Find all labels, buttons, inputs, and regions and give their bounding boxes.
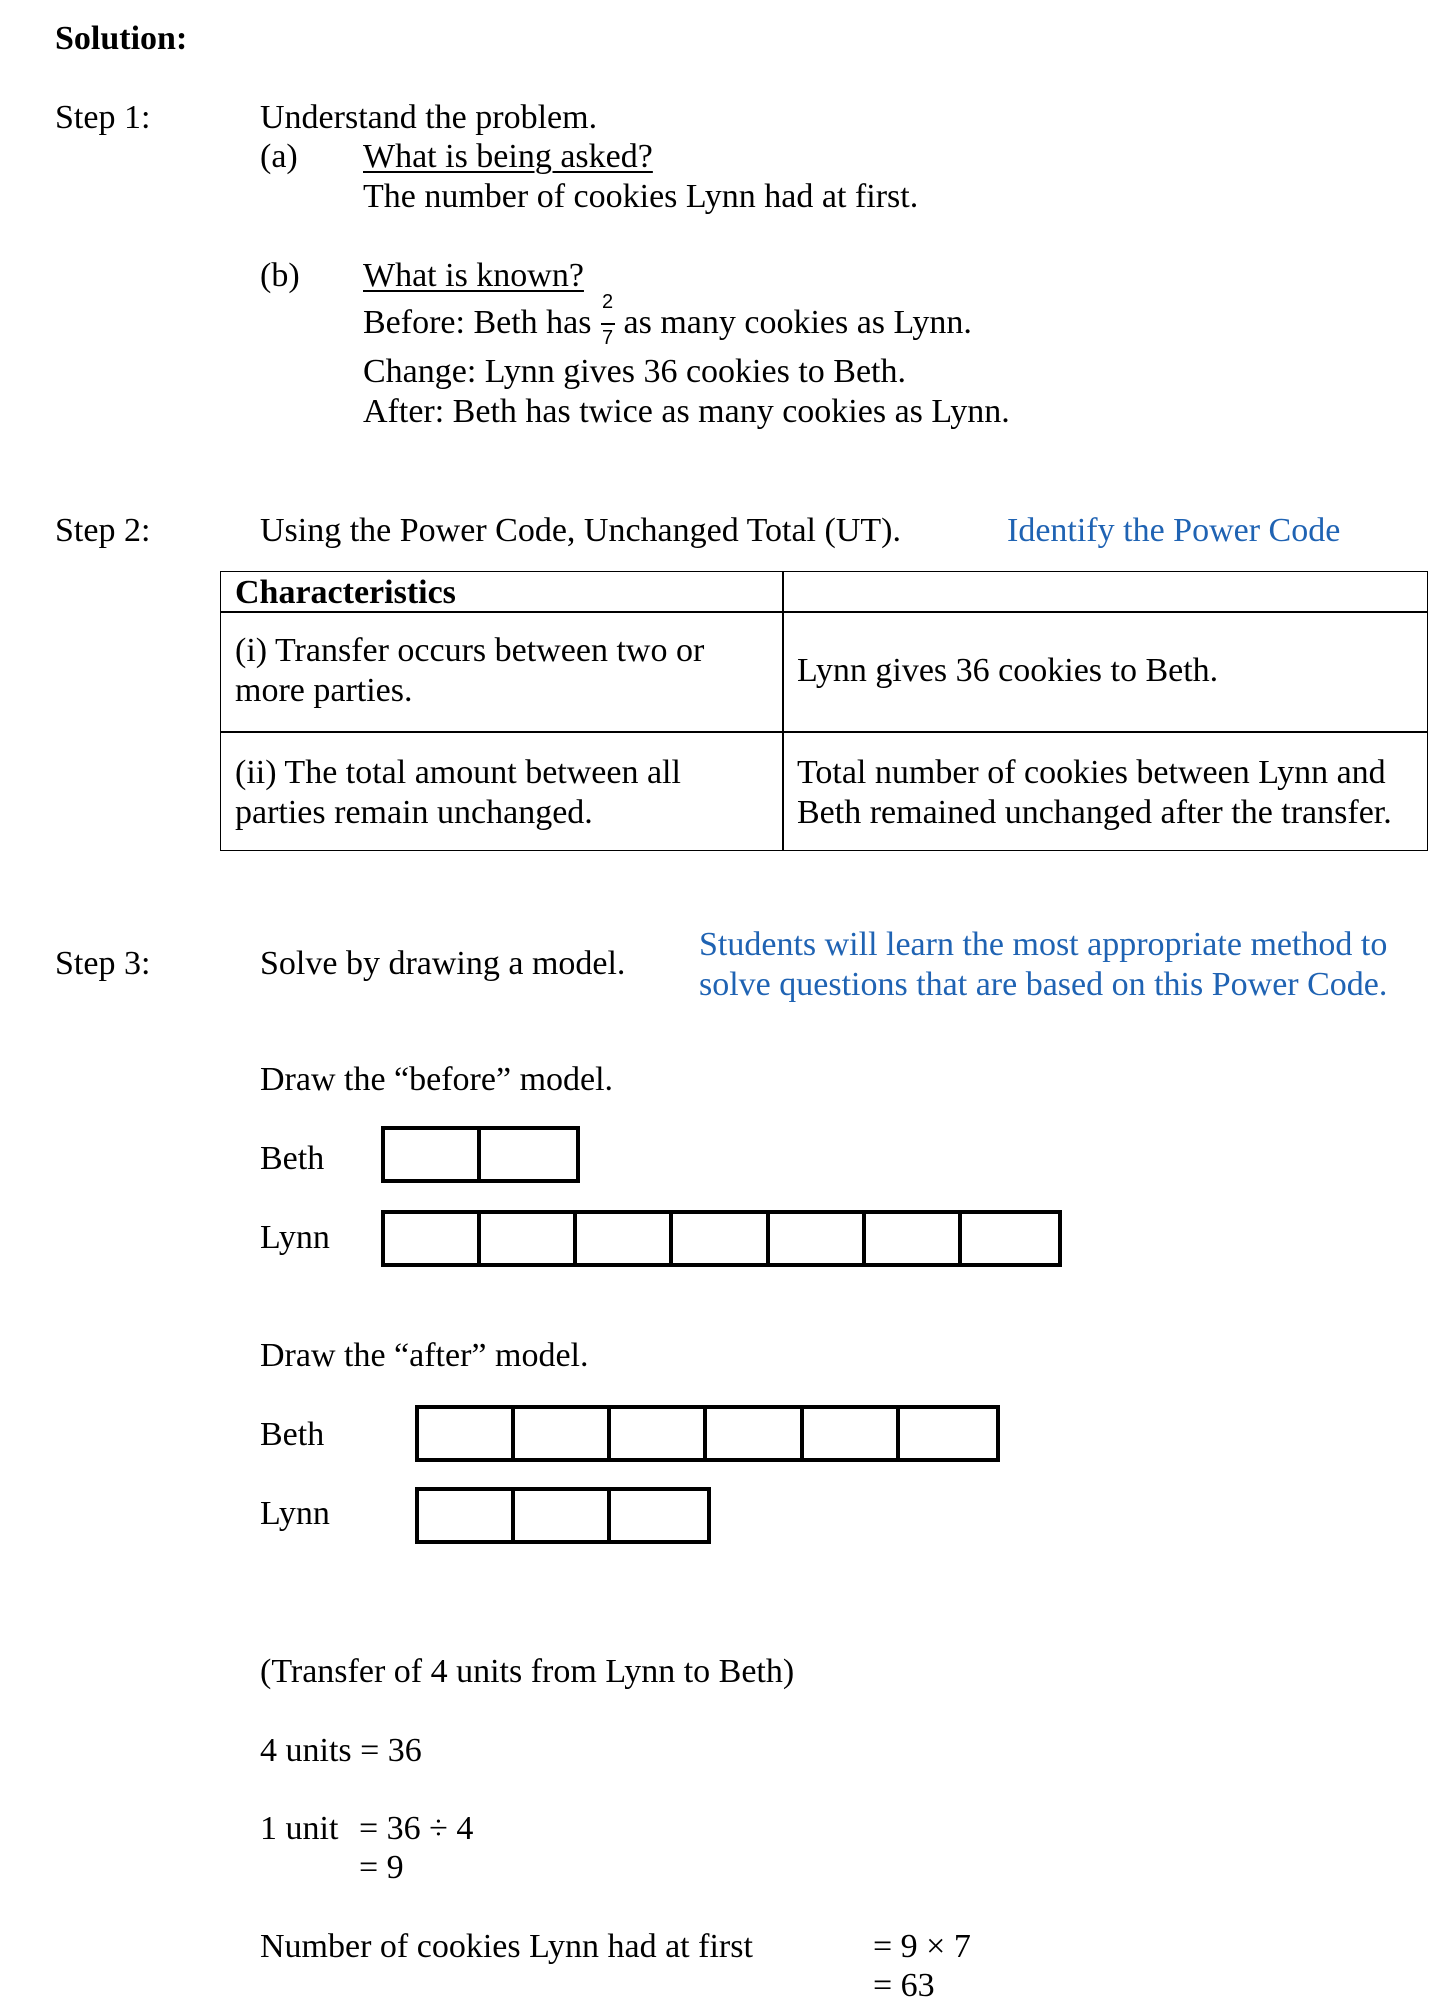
fraction-bar [601, 323, 615, 325]
final-result: = 63 [873, 1967, 935, 2004]
model-unit [804, 1409, 900, 1458]
model-unit [385, 1214, 481, 1263]
step1-label: Step 1: [55, 99, 151, 136]
table-header-text: Characteristics [235, 574, 456, 611]
row1-example-text: Lynn gives 36 cookies to Beth. [797, 652, 1219, 689]
step1-b-question: What is known? [363, 257, 584, 294]
fraction-denominator: 7 [601, 327, 614, 350]
table-row-1-characteristic [220, 611, 784, 733]
row2-characteristic-text: (ii) The total amount between all parties remain unchanged. [235, 754, 681, 831]
model-unit [611, 1409, 707, 1458]
four-units-equation: 4 units = 36 [260, 1732, 422, 1769]
before-beth-bar [381, 1126, 580, 1183]
model-unit [611, 1491, 707, 1540]
model-unit [770, 1214, 866, 1263]
one-unit-result: = 9 [359, 1849, 404, 1886]
step1-a-question: What is being asked? [363, 138, 653, 175]
fraction-two-sevenths [596, 291, 620, 350]
final-label: Number of cookies Lynn had at first [260, 1928, 753, 1965]
row2-example-text: Total number of cookies between Lynn and Beth remained unchanged after the transfer. [797, 754, 1392, 831]
fraction-numerator: 2 [601, 291, 614, 314]
model-unit [385, 1130, 481, 1179]
after-beth-bar [415, 1405, 1000, 1462]
model-unit [962, 1214, 1058, 1263]
step3-note: Students will learn the most appropriate method to solve questions that are based on this Power Code. [699, 926, 1388, 1003]
row1-characteristic-text: (i) Transfer occurs between two or more parties. [235, 632, 705, 709]
table-header-characteristics [220, 571, 784, 613]
model-unit [673, 1214, 769, 1263]
model-unit [515, 1409, 611, 1458]
model-unit [481, 1130, 577, 1179]
table-row-2-example [782, 731, 1428, 851]
before-model-title: Draw the “before” model. [260, 1061, 614, 1098]
model-unit [515, 1491, 611, 1540]
step1-title: Understand the problem. [260, 99, 598, 136]
transfer-note: (Transfer of 4 units from Lynn to Beth) [260, 1653, 795, 1690]
step1-b-label: (b) [260, 257, 300, 294]
one-unit-calc: = 36 ÷ 4 [359, 1810, 474, 1847]
model-unit [866, 1214, 962, 1263]
step3-text: Solve by drawing a model. [260, 945, 626, 982]
before-beth-label: Beth [260, 1140, 325, 1177]
model-unit [707, 1409, 803, 1458]
step1-change: Change: Lynn gives 36 cookies to Beth. [363, 353, 906, 390]
step1-after: After: Beth has twice as many cookies as Lynn. [363, 393, 1010, 430]
final-calc: = 9 × 7 [873, 1928, 971, 1965]
before-prefix: Before: Beth has [363, 304, 592, 341]
power-code-table [220, 571, 1428, 851]
before-lynn-label: Lynn [260, 1219, 330, 1256]
solution-heading: Solution: [55, 20, 188, 57]
step1-before-line [363, 291, 972, 350]
after-beth-label: Beth [260, 1416, 325, 1453]
table-row-1-example [782, 611, 1428, 733]
step2-label: Step 2: [55, 512, 151, 549]
model-unit [419, 1491, 515, 1540]
one-unit-label: 1 unit [260, 1810, 339, 1847]
before-suffix: as many cookies as Lynn. [623, 304, 972, 341]
step1-a-label: (a) [260, 138, 298, 175]
model-unit [900, 1409, 996, 1458]
table-header-empty [782, 571, 1428, 613]
before-lynn-bar [381, 1210, 1062, 1267]
model-unit [481, 1214, 577, 1263]
model-unit [577, 1214, 673, 1263]
step2-text: Using the Power Code, Unchanged Total (UT). [260, 512, 901, 549]
step2-note: Identify the Power Code [1007, 512, 1341, 549]
after-lynn-label: Lynn [260, 1495, 330, 1532]
table-row-2-characteristic [220, 731, 784, 851]
step3-label: Step 3: [55, 945, 151, 982]
step1-a-answer: The number of cookies Lynn had at first. [363, 178, 919, 215]
after-model-title: Draw the “after” model. [260, 1337, 589, 1374]
after-lynn-bar [415, 1487, 711, 1544]
model-unit [419, 1409, 515, 1458]
